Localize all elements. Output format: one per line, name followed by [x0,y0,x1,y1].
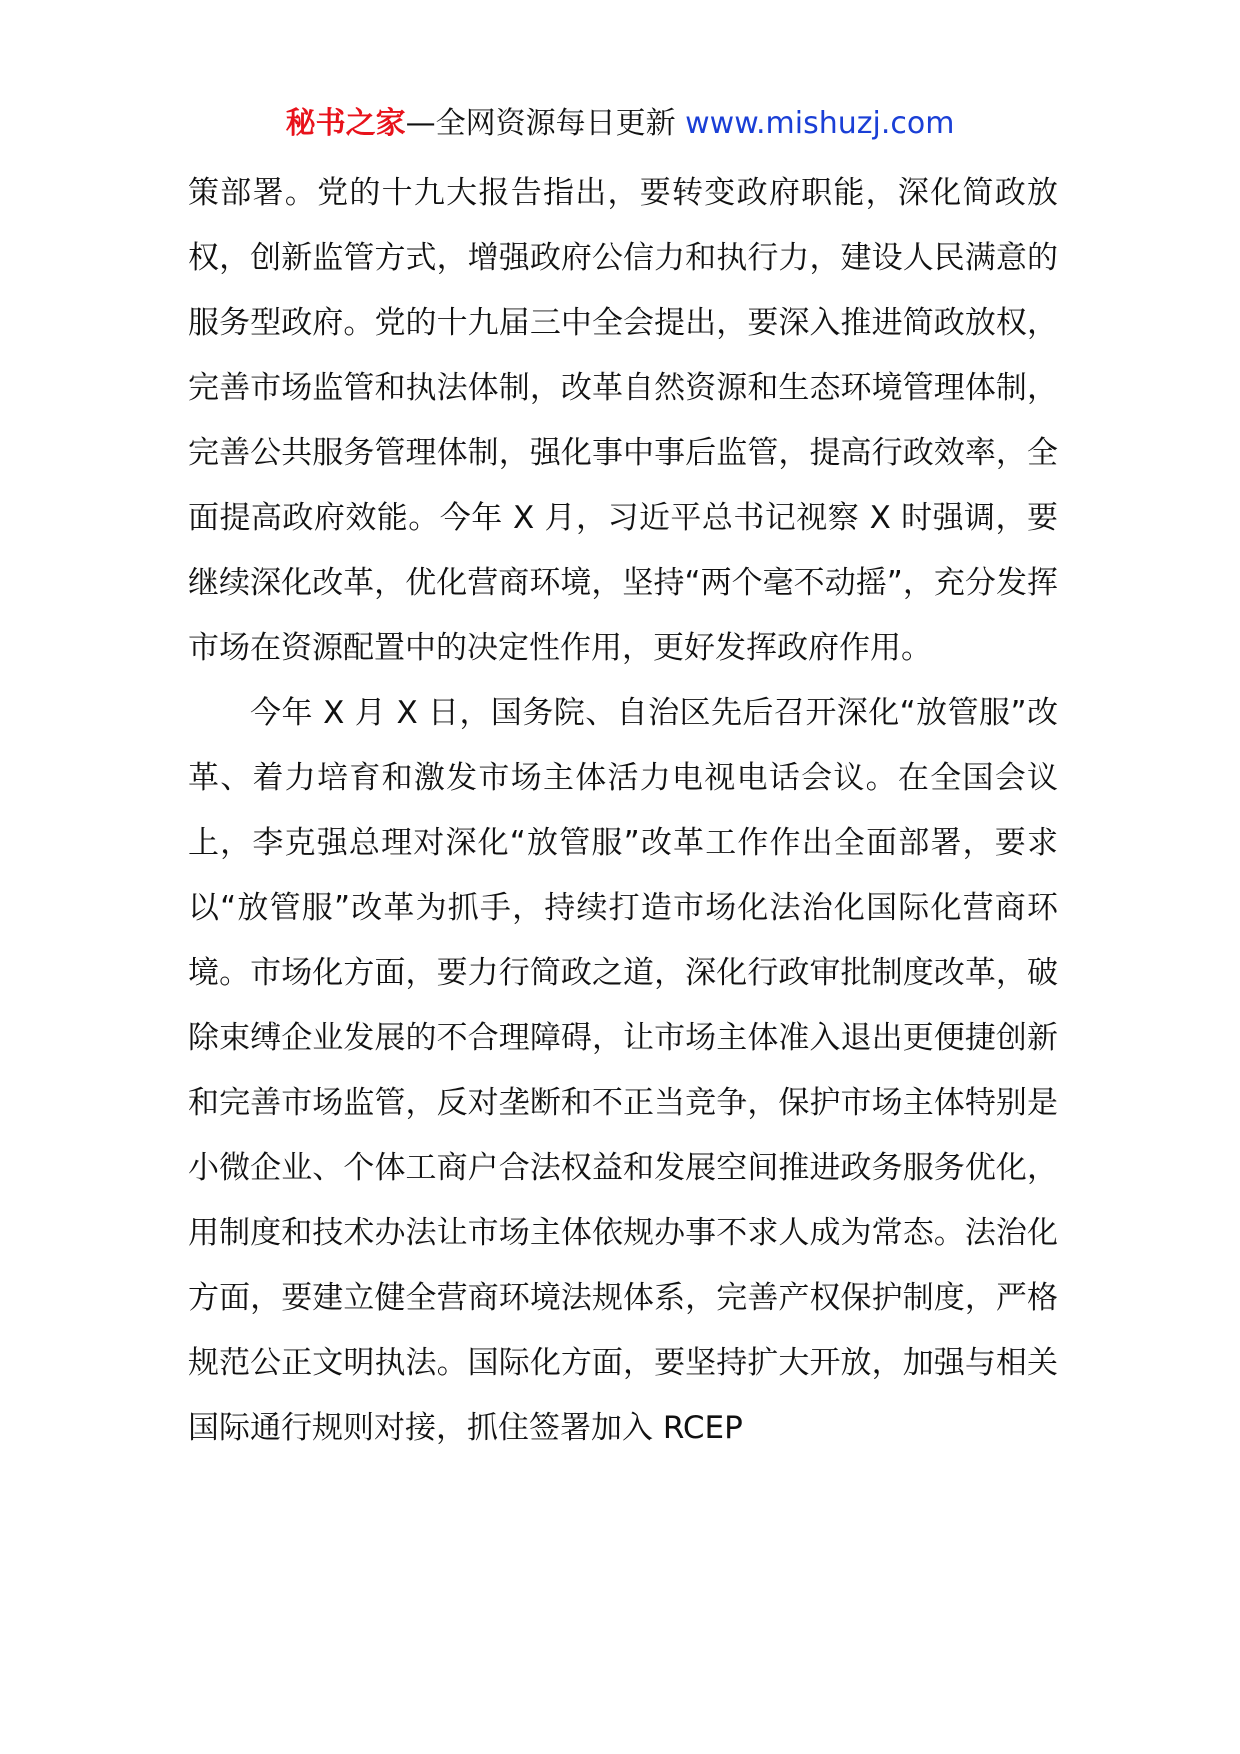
header-tagline: —全网资源每日更新 [405,106,676,141]
paragraph-continuation: 策部署。党的十九大报告指出，要转变政府职能，深化简政放权，创新监管方式，增强政府公信力和执行力，建设人民满意的服务型政府。党的十九届三中全会提出，要深入推进简政放权，完善市场监管和执法体制，改革自然资源和生态环境管理体制，完善公共服务管理体制，强化事中事后监管，提高行政效率，全面提高政府效能。今年 X 月，习近平总书记视察 X 时强调，要继续深化改革，优化营商环境，坚持“两个毫不动摇”，充分发挥市场在资源配置中的决定性作用，更好发挥政府作用。 [188,175,1058,666]
document-body [188,161,1058,1461]
paragraph-meeting: 今年 X 月 X 日，国务院、自治区先后召开深化“放管服”改革、着力培育和激发市场主体活力电视电话会议。在全国会议上，李克强总理对深化“放管服”改革工作作出全面部署，要求以“放管服”改革为抓手，持续打造市场化法治化国际化营商环境。市场化方面，要力行简政之道，深化行政审批制度改革，破除束缚企业发展的不合理障碍，让市场主体准入退出更便捷创新和完善市场监管，反对垄断和不正当竞争，保护市场主体特别是小微企业、个体工商户合法权益和发展空间推进政务服务优化，用制度和技术办法让市场主体依规办事不求人成为常态。法治化方面，要建立健全营商环境法规体系，完善产权保护制度，严格规范公正文明执法。国际化方面，要坚持扩大开放，加强与相关国际通行规则对接，抓住签署加入 RCEP [188,695,1058,1446]
page-header [0,104,1240,144]
site-url-link[interactable]: www.mishuzj.com [685,106,955,141]
brand-name: 秘书之家 [285,106,406,141]
